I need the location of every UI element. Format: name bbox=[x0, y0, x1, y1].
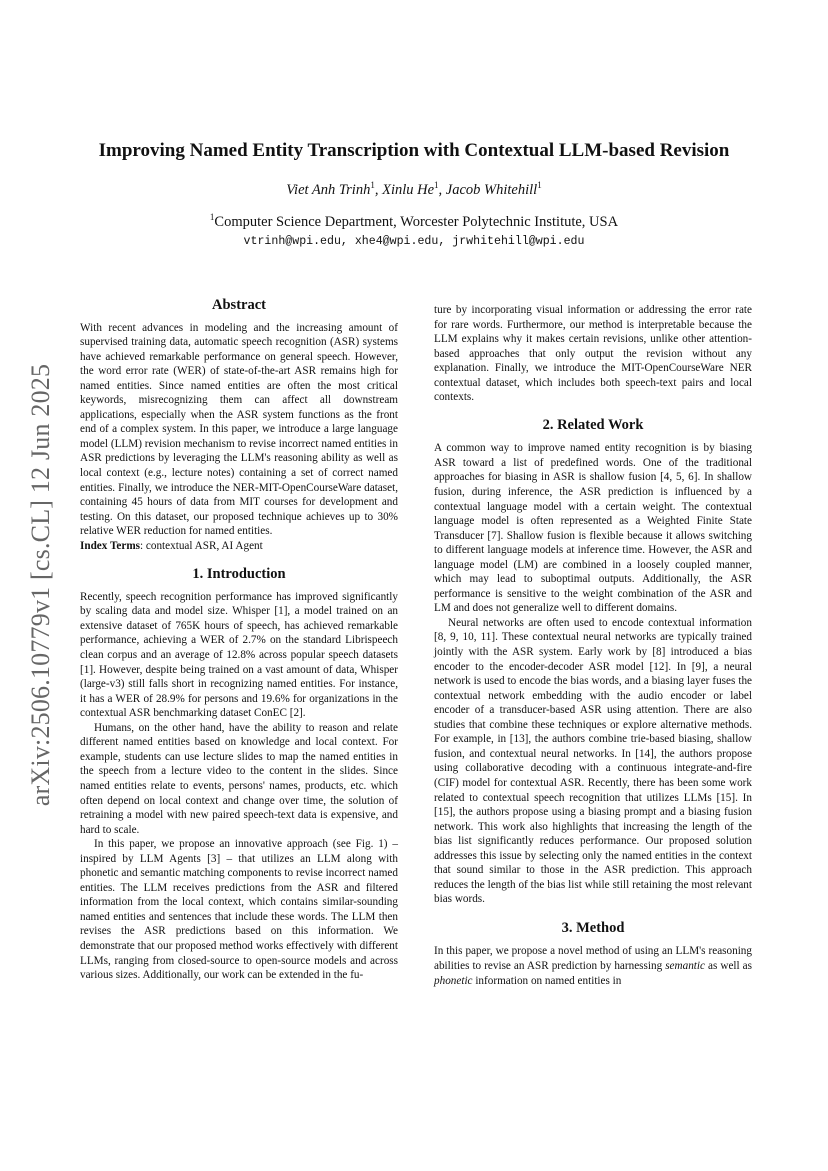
author-affiliation-mark: 1 bbox=[434, 180, 439, 190]
author-separator: , bbox=[374, 181, 383, 198]
author-affiliation-mark: 1 bbox=[370, 180, 375, 190]
method-text: In this paper, we propose a novel method of using an LLM's reasoning abilities to revise an ASR prediction by harnessing bbox=[434, 945, 752, 972]
related-work-paragraph-2: Neural networks are often used to encode contextual information [8, 9, 10, 11]. These contextual neural networks are typically trained jointly with the ASR system. Early work by [8] introduced a bias encoder to the encoder-decoder ASR model [12]. In [9], a neural network is used to encode the bias words, and a biasing layer fuses the contextual network embedding with the audio encoder or label encoder of a transducer-based ASR using attention. There are also studies that combine these techniques or explore alternative methods. For example, in [13], the authors combine trie-based biasing, shallow fusion, and contextual neural networks. In [14], the authors propose using collaborative decoding with a continuous integrate-and-fire (CIF) model for contextual ASR. Recently, there has been some work related to contextual speech recognition that utilizes LLMs [15]. In [15], the authors propose using a biasing prompt and a biasing fusion network. This work also highlights that increasing the length of the bias list significantly reduces performance. Our proposed solution addresses this issue by selecting only the named entities in the context that sound similar to those in the ASR prediction. This approach reduces the length of the bias list while still retaining the most relevant bias words. bbox=[434, 616, 752, 906]
author-separator: , bbox=[438, 181, 446, 198]
index-terms bbox=[80, 539, 398, 554]
author-affiliation-mark: 1 bbox=[537, 180, 542, 190]
affiliation-text: Computer Science Department, Worcester Polytechnic Institute, USA bbox=[214, 213, 619, 230]
author-name: Jacob Whitehill bbox=[445, 181, 538, 198]
arxiv-sidebar bbox=[18, 340, 64, 830]
method-paragraph-1 bbox=[434, 944, 752, 988]
affiliation bbox=[60, 212, 768, 231]
abstract-heading: Abstract bbox=[212, 297, 266, 313]
affiliation-mark: 1 bbox=[209, 212, 215, 222]
introduction-paragraph-3: In this paper, we propose an innovative approach (see Fig. 1) – inspired by LLM Agents [3] – that utilizes an LLM along with phonetic and semantic matching components to revise incorrect named entities. The LLM receives predictions from the ASR and filtered information from the local context, which contains similar-sounding named entities and sentences that include these words. The LLM then revises the ASR predictions based on this information. We demonstrate that our proposed method works effectively with different LLMs, ranging from closed-source to open-source models and across various sizes. Additionally, our work can be extended in the fu- bbox=[80, 838, 398, 982]
introduction-paragraph-2: Humans, on the other hand, have the ability to reason and relate different named entities based on knowledge and local context. For example, students can use lecture slides to map the named entities in the speech from a lecture video to the content in the slides. Since named entities relate to events, persons' names, products, etc. which often depend on local context and change over time, the solution of retraining a model with new paired speech-text data is expensive, and hard to scale. bbox=[80, 721, 398, 836]
method-emphasis-semantic: semantic bbox=[665, 959, 705, 972]
introduction-paragraph-1: Recently, speech recognition performance has improved significantly by scaling data and model size. Whisper [1], a model trained on an extensive dataset of 765K hours of speech, has achieved remarkable performance, achieving a WER of 2.7% on the standard Librispeech clean corpus and an average of 12.8% across popular speech datasets [1]. However, despite being trained on a vast amount of data, Whisper (large-v3) still falls short in recognizing named entities. For instance, it has a WER of 28.9% for persons and 19.6% for organizations in the contextual ASR benchmarking dataset ConEC [2]. bbox=[80, 590, 398, 720]
paper-title: Improving Named Entity Transcription with Contextual LLM-based Revision bbox=[98, 140, 730, 161]
method-heading: 3. Method bbox=[561, 919, 625, 936]
introduction-paragraph-3-continued: ture by incorporating visual information or addressing the error rate for rare words. Furthermore, our method is interpretable because the LLM explains why it makes certain revisions, unlike other attention-based approaches that only output the revision without any explanation. Finally, we introduce the MIT-OpenCourseWare NER contextual dataset, which includes both speech-text pairs and local contexts. bbox=[434, 304, 752, 404]
method-text: information on named entities in bbox=[472, 974, 622, 987]
left-column bbox=[80, 298, 398, 983]
author-emails: vtrinh@wpi.edu, xhe4@wpi.edu, jrwhitehill@wpi.edu bbox=[243, 235, 585, 248]
method-emphasis-phonetic: phonetic bbox=[434, 974, 473, 987]
arxiv-stamp: arXiv:2506.10779v1 [cs.CL] 12 Jun 2025 bbox=[26, 363, 55, 807]
author-name: Viet Anh Trinh bbox=[286, 181, 371, 198]
index-terms-label: Index Terms bbox=[80, 539, 140, 552]
introduction-heading: 1. Introduction bbox=[192, 566, 286, 583]
abstract-text: With recent advances in modeling and the increasing amount of supervised training data, automatic speech recognition (ASR) systems have achieved remarkable performance on general speech. However, the word error rate (WER) of state-of-the-art ASR remains high for named entities. Since named entities are often the most critical keywords, misrecognizing them can affect all downstream applications, especially when the ASR system functions as the front end of a complex system. In this paper, we introduce a large language model (LLM) revision mechanism to revise incorrect named entities in ASR predictions by leveraging the LLM's reasoning ability as well as local context (e.g., lecture notes) containing a set of correct named entities. Finally, we introduce the NER-MIT-OpenCourseWare dataset, containing 45 hours of data from MIT courses for development and testing. On this dataset, our proposed technique achieves up to 30% relative WER reduction for named entities. bbox=[80, 321, 398, 538]
right-column bbox=[434, 303, 752, 988]
author-name: Xinlu He bbox=[382, 181, 435, 198]
author-list bbox=[60, 180, 768, 199]
index-terms-values: : contextual ASR, AI Agent bbox=[140, 539, 263, 552]
related-work-paragraph-1: A common way to improve named entity recognition is by biasing ASR toward a list of predefined words. One of the traditional approaches for biasing in ASR is shallow fusion [4, 5, 6]. In shallow fusion, during inference, the ASR prediction is influenced by a contextual language model with a certain weight. The contextual language model is often represented as a Weighted Finite State Transducer [7]. Shallow fusion is flexible because it allows switching to different language models at inference time. However, the ASR and language model (LM) are combined in a loosely coupled manner, which may lead to suboptimal outputs. Additionally, the ASR performance is sensitive to the weight combination of the ASR and LM and does not generalize well to different domains. bbox=[434, 442, 752, 615]
method-text: as well as bbox=[704, 959, 752, 972]
related-work-heading: 2. Related Work bbox=[542, 416, 644, 433]
